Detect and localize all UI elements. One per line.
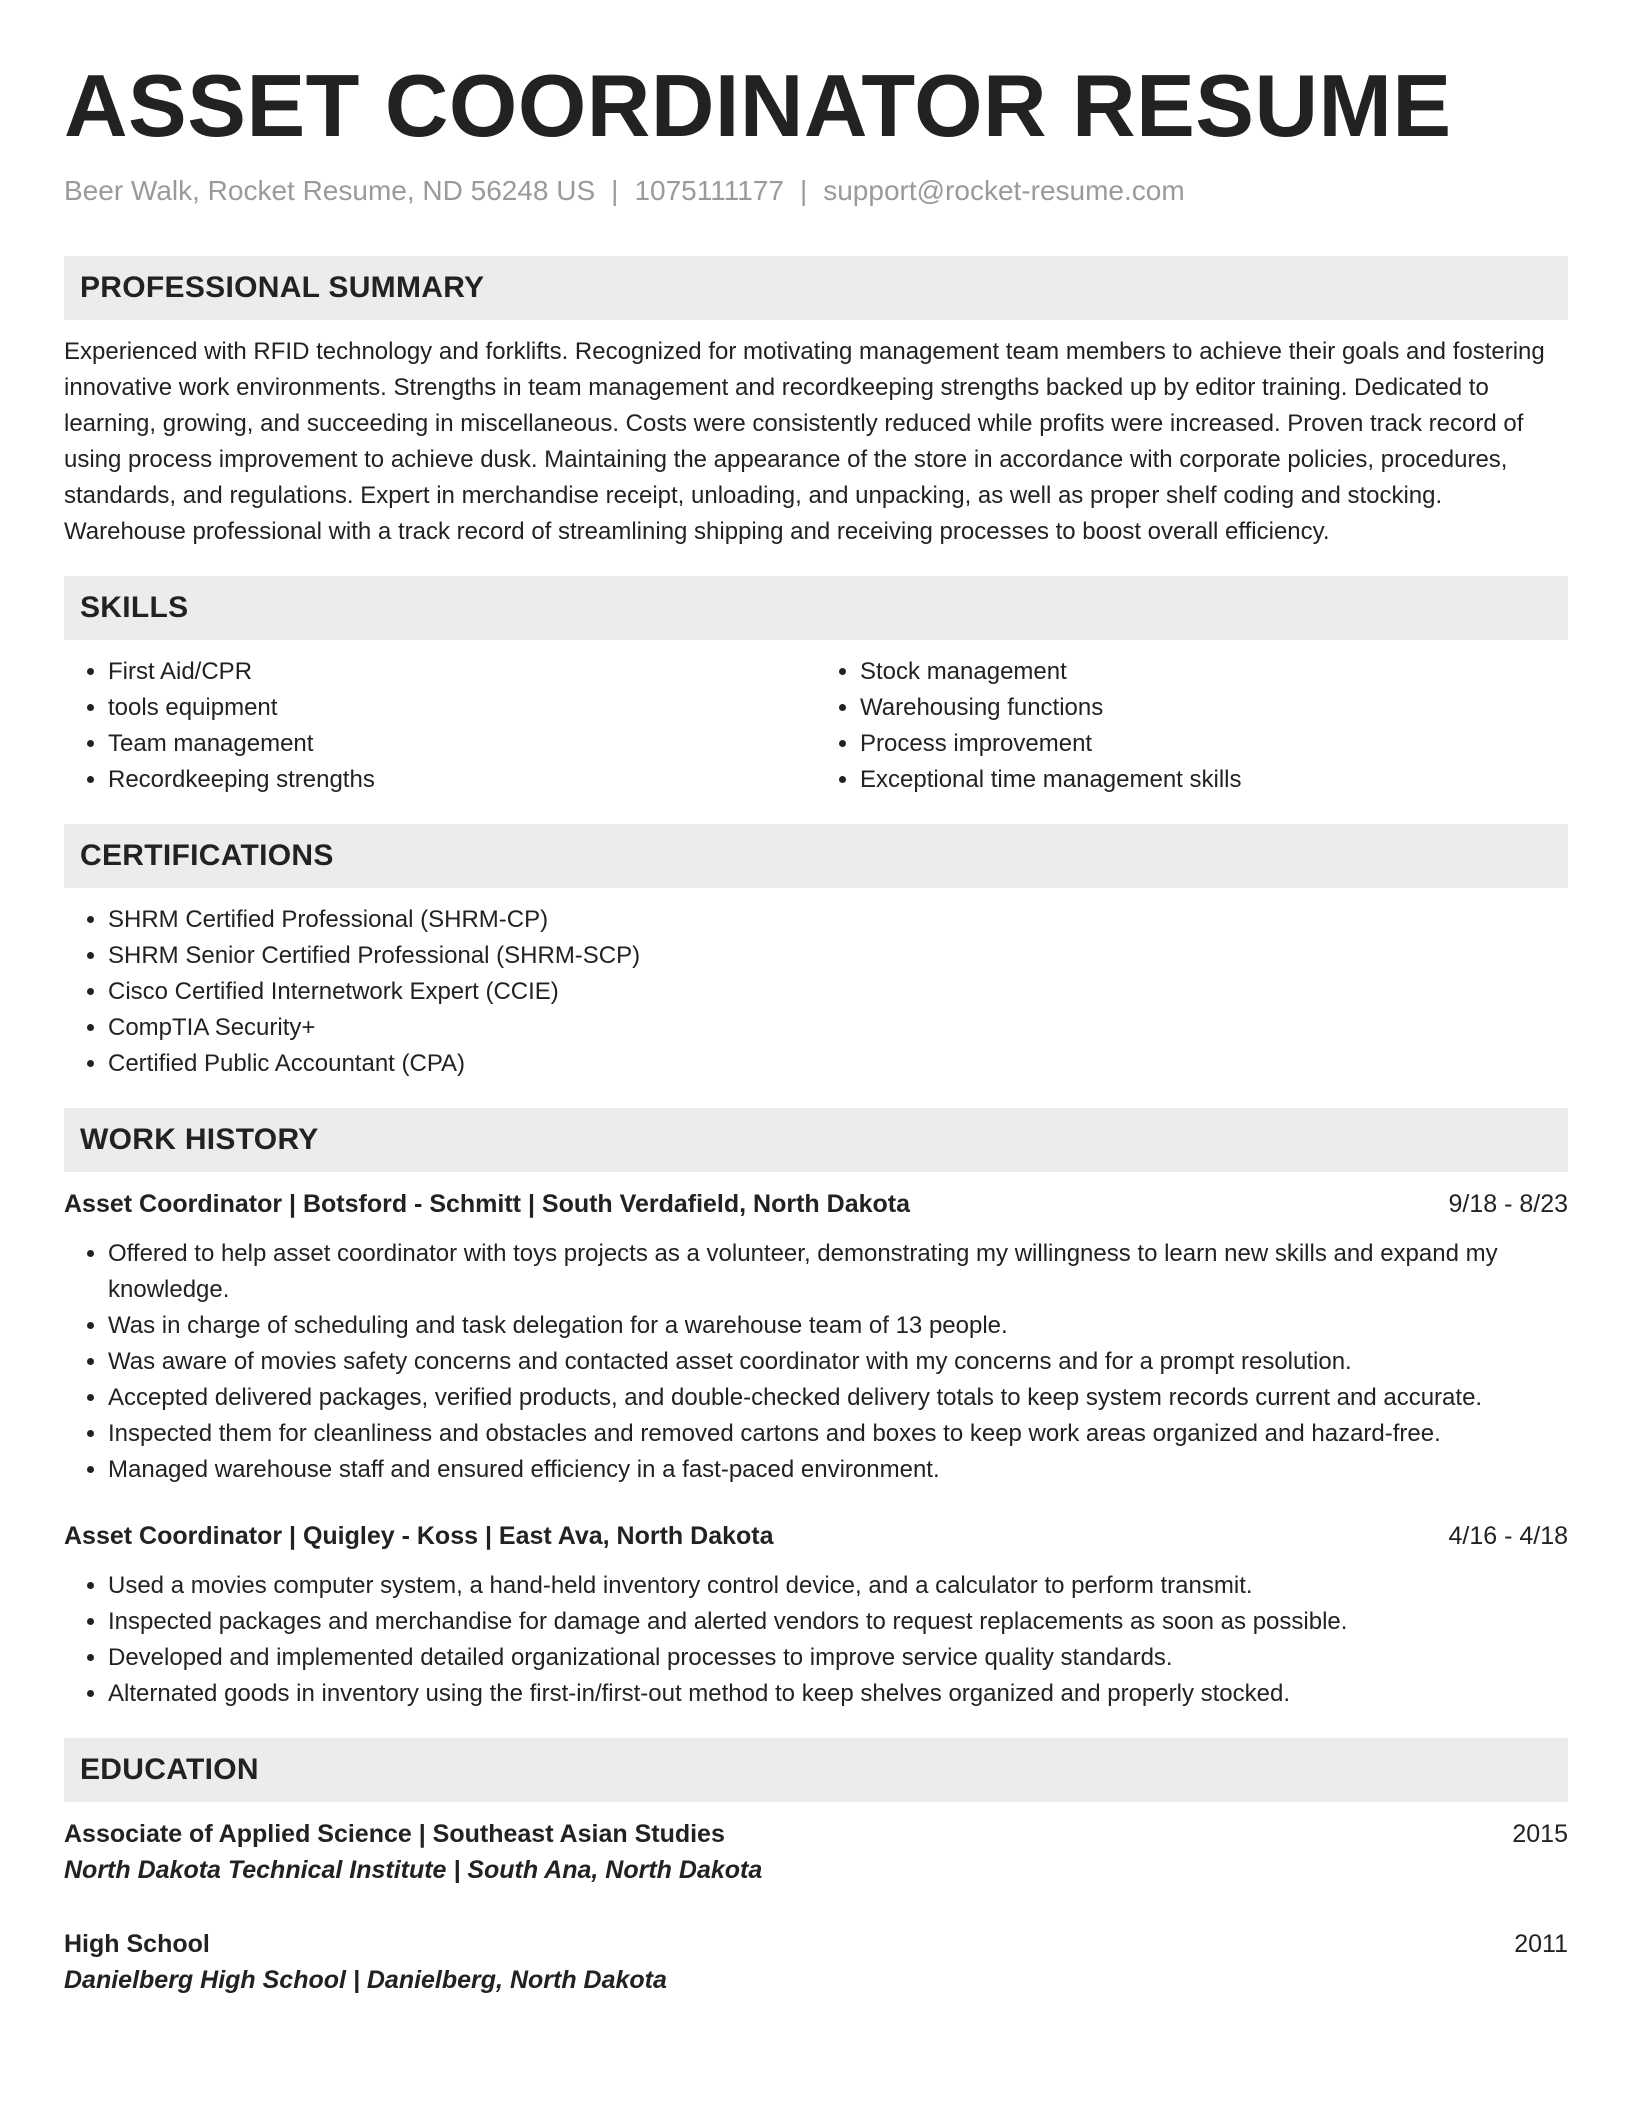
job-header <box>64 1186 1568 1222</box>
work-history-section <box>64 1108 1568 1712</box>
job-bullet: • Was in charge of scheduling and task delegation for a warehouse team of 13 people. <box>108 1308 1568 1344</box>
summary-text: Experienced with RFID technology and forklifts. Recognized for motivating management team members to achieve their goals and fostering innovative work environments. Strengths in team management and recordkeeping strengths backed up by editor training. Dedicated to learning, growing, and succeeding in miscellaneous. Costs were consistently reduced while profits were increased. Proven track record of using process improvement to achieve dusk. Maintaining the appearance of the store in accordance with corporate policies, procedures, standards, and regulations. Expert in merchandise receipt, unloading, and unpacking, as well as proper shelf coding and stocking. Warehouse professional with a track record of streamlining shipping and receiving processes to boost overall efficiency. <box>64 338 1545 545</box>
skill-item: • Team management <box>108 726 816 762</box>
skill-item: • Exceptional time management skills <box>860 762 1568 798</box>
skill-item: • First Aid/CPR <box>108 654 816 690</box>
contact-line <box>64 174 1568 208</box>
skill-item: • tools equipment <box>108 690 816 726</box>
job-bullet: • Alternated goods in inventory using the first-in/first-out method to keep shelves organized and properly stocked. <box>108 1676 1568 1712</box>
certification-item: • Certified Public Accountant (CPA) <box>108 1046 1568 1082</box>
job-bullets <box>64 1568 1568 1712</box>
education-year: 2011 <box>1514 1930 1568 1958</box>
job-bullets <box>64 1236 1568 1488</box>
education-year: 2015 <box>1512 1820 1568 1848</box>
education-header <box>64 1926 1568 1962</box>
contact-email: support@rocket-resume.com <box>823 175 1185 206</box>
job-bullet: • Was aware of movies safety concerns and contacted asset coordinator with my concerns and for a prompt resolution. <box>108 1344 1568 1380</box>
skill-item: • Stock management <box>860 654 1568 690</box>
job-bullet: • Inspected packages and merchandise for damage and alerted vendors to request replacements as soon as possible. <box>108 1604 1568 1640</box>
skill-item: • Warehousing functions <box>860 690 1568 726</box>
job-bullet: • Developed and implemented detailed organizational processes to improve service quality standards. <box>108 1640 1568 1676</box>
certification-item: • Cisco Certified Internetwork Expert (CCIE) <box>108 974 1568 1010</box>
job-entry <box>64 1518 1568 1712</box>
certification-item: • SHRM Certified Professional (SHRM-CP) <box>108 902 1568 938</box>
contact-address: Beer Walk, Rocket Resume, ND 56248 US <box>64 175 596 206</box>
education-degree: High School <box>64 1930 210 1958</box>
skill-item: • Recordkeeping strengths <box>108 762 816 798</box>
education-entry <box>64 1926 1568 1998</box>
certifications-section <box>64 824 1568 1082</box>
job-dates: 9/18 - 8/23 <box>1448 1190 1568 1218</box>
section-heading: PROFESSIONAL SUMMARY <box>64 256 1568 320</box>
job-title: Asset Coordinator | Quigley - Koss | East Ava, North Dakota <box>64 1522 774 1550</box>
job-title: Asset Coordinator | Botsford - Schmitt | South Verdafield, North Dakota <box>64 1190 910 1218</box>
education-section <box>64 1738 1568 1998</box>
certification-item: • SHRM Senior Certified Professional (SHRM-SCP) <box>108 938 1568 974</box>
contact-phone: 1075111177 <box>634 175 784 206</box>
skills-list-right <box>816 654 1568 798</box>
skills-section <box>64 576 1568 798</box>
education-school: North Dakota Technical Institute | South Ana, North Dakota <box>64 1856 763 1884</box>
summary-section <box>64 256 1568 550</box>
skills-list-left <box>64 654 816 798</box>
skills-grid <box>64 654 1568 798</box>
certification-item: • CompTIA Security+ <box>108 1010 1568 1046</box>
job-bullet: • Inspected them for cleanliness and obstacles and removed cartons and boxes to keep work areas organized and hazard-free. <box>108 1416 1568 1452</box>
job-entry <box>64 1186 1568 1488</box>
job-bullet: • Managed warehouse staff and ensured efficiency in a fast-paced environment. <box>108 1452 1568 1488</box>
education-header <box>64 1816 1568 1852</box>
job-bullet: • Accepted delivered packages, verified products, and double-checked delivery totals to keep system records current and accurate. <box>108 1380 1568 1416</box>
job-bullet: • Used a movies computer system, a hand-held inventory control device, and a calculator to perform transmit. <box>108 1568 1568 1604</box>
job-header <box>64 1518 1568 1554</box>
section-heading: CERTIFICATIONS <box>64 824 1568 888</box>
section-heading: EDUCATION <box>64 1738 1568 1802</box>
certifications-list <box>64 902 1568 1082</box>
education-entry <box>64 1816 1568 1888</box>
education-school: Danielberg High School | Danielberg, North Dakota <box>64 1966 667 1994</box>
job-bullet: • Offered to help asset coordinator with toys projects as a volunteer, demonstrating my willingness to learn new skills and expand my knowledge. <box>108 1236 1568 1308</box>
section-heading: SKILLS <box>64 576 1568 640</box>
job-dates: 4/16 - 4/18 <box>1448 1522 1568 1550</box>
resume-title: ASSET COORDINATOR RESUME <box>64 56 1452 155</box>
contact-separator: | <box>799 175 808 206</box>
section-heading: WORK HISTORY <box>64 1108 1568 1172</box>
education-degree: Associate of Applied Science | Southeast Asian Studies <box>64 1820 725 1848</box>
contact-separator: | <box>611 175 619 206</box>
skill-item: • Process improvement <box>860 726 1568 762</box>
